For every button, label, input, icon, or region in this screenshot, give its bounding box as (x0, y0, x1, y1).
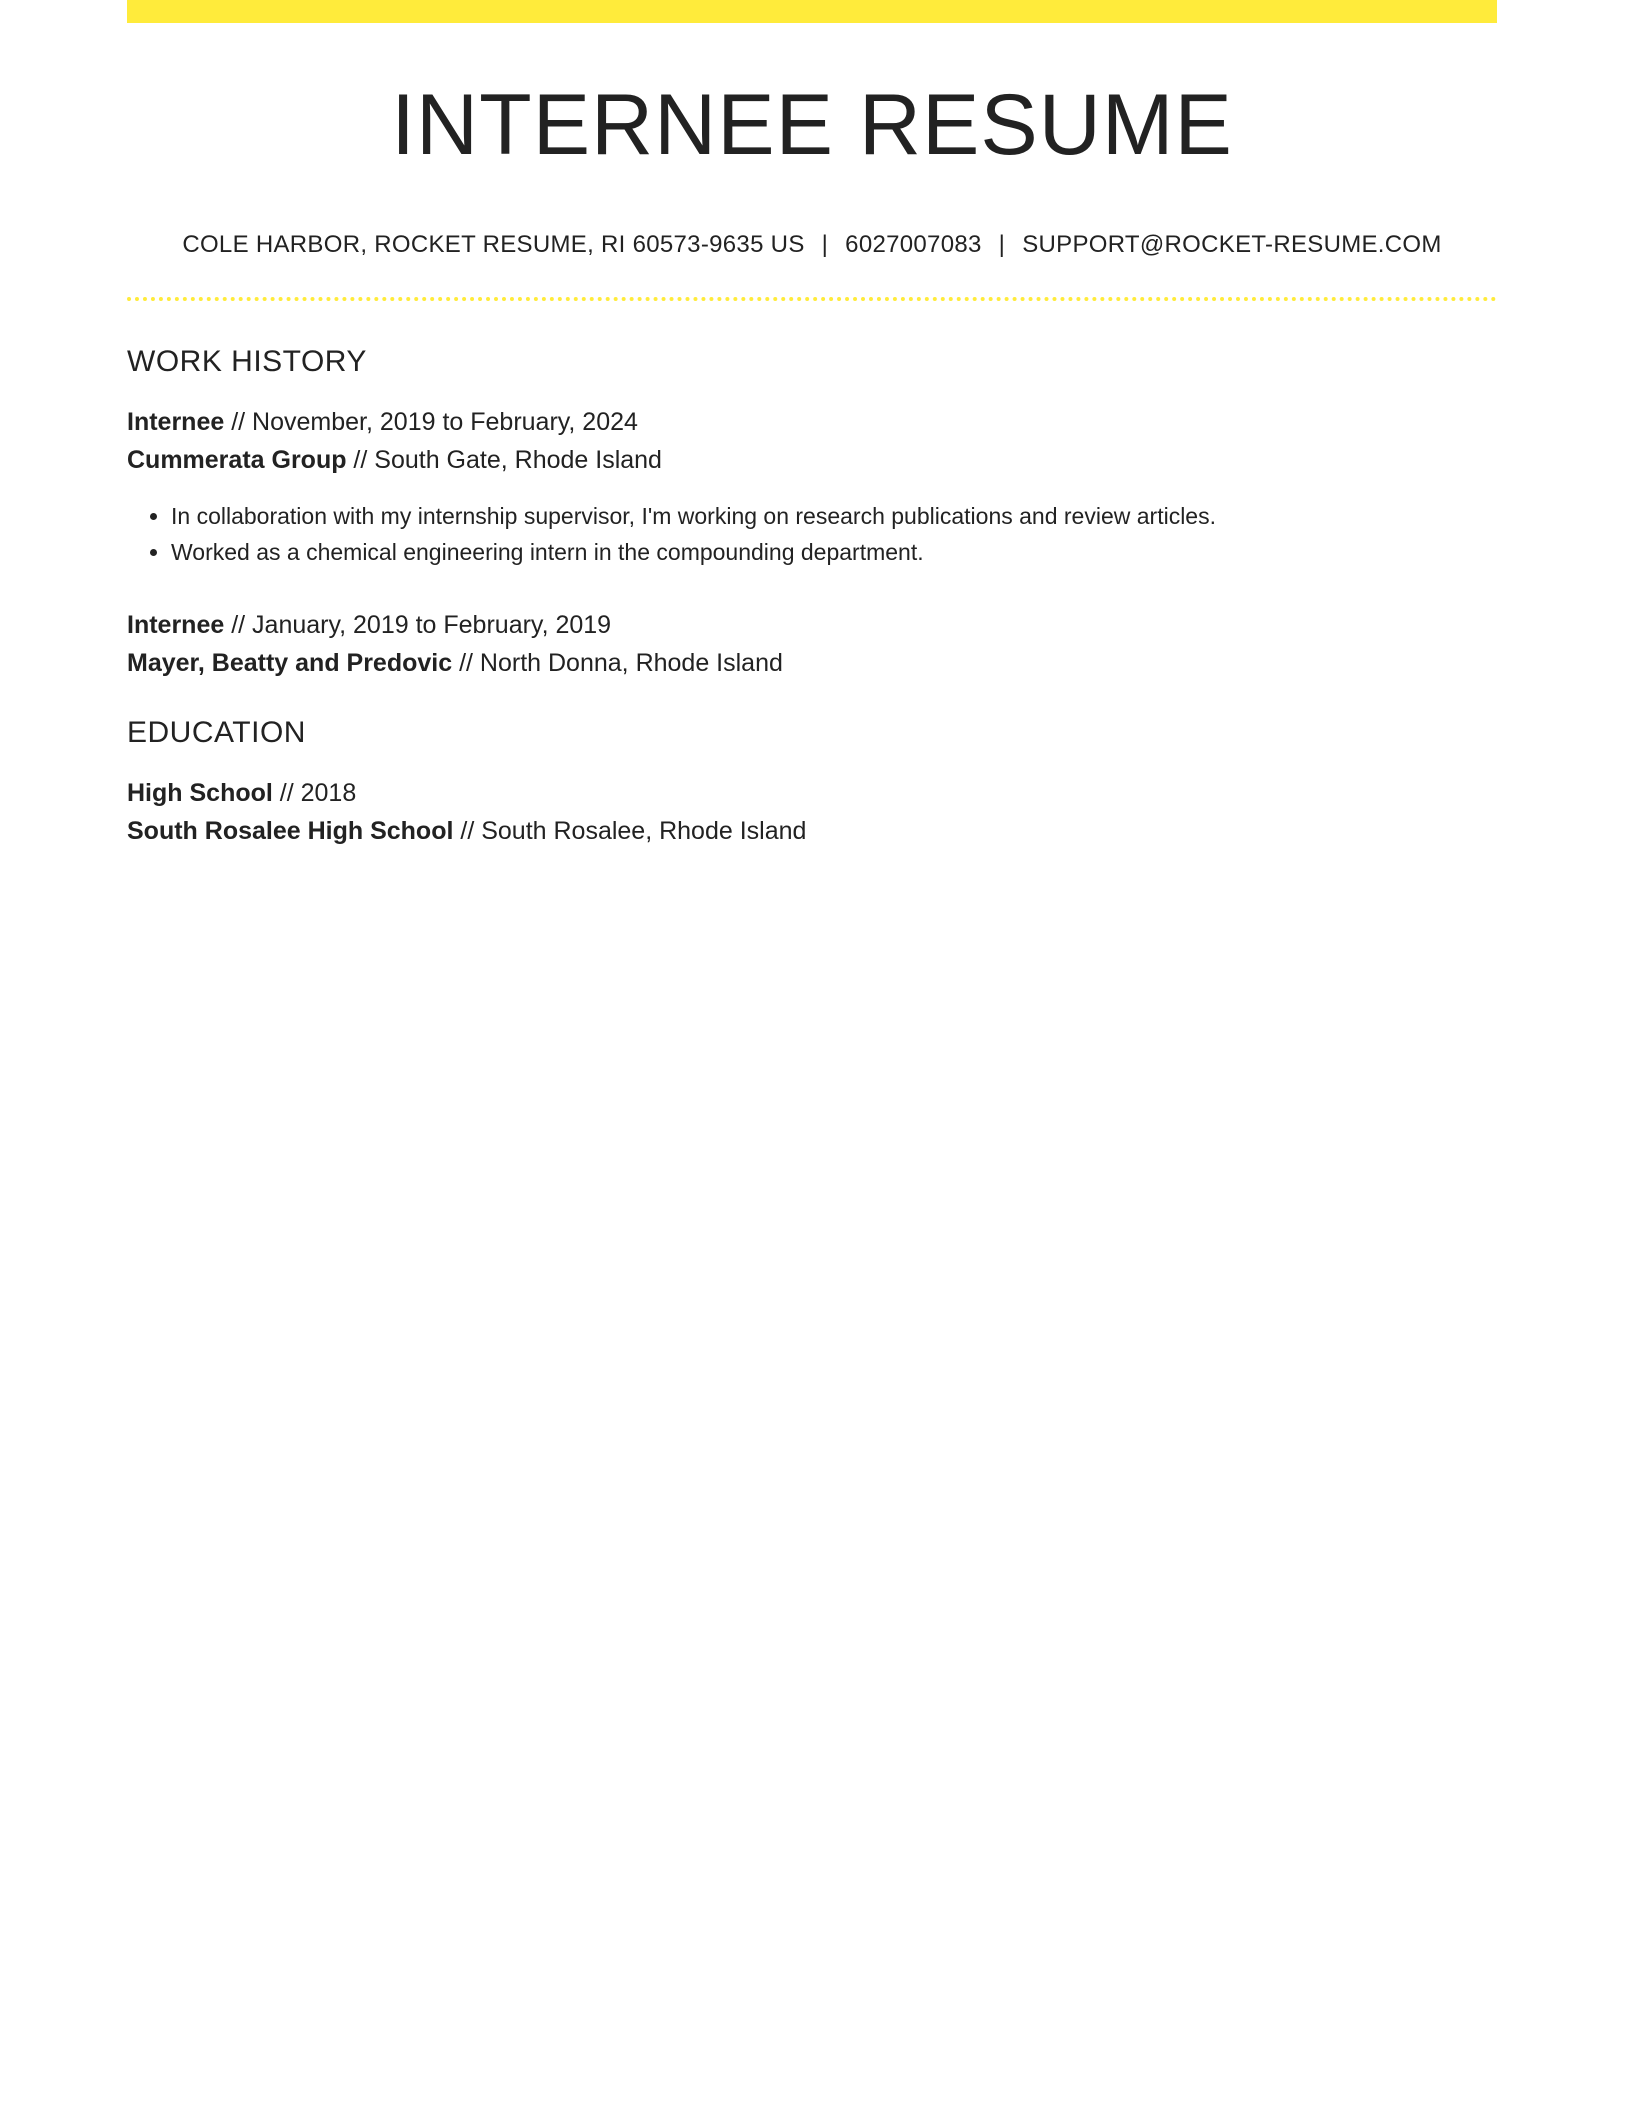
work-entry-role-line (127, 403, 1497, 441)
work-entry-bullets (127, 498, 1497, 570)
education-entry (127, 774, 1497, 850)
work-entry (127, 606, 1497, 682)
education-entry-location: // South Rosalee, Rhode Island (453, 816, 807, 845)
list-item: • In collaboration with my internship supervisor, I'm working on research publications and review articles. (171, 498, 1497, 534)
education-entry-year: // 2018 (272, 778, 357, 807)
work-entry-role-line (127, 606, 1497, 644)
work-entry-company: Cummerata Group (127, 445, 347, 474)
contact-email: SUPPORT@ROCKET-RESUME.COM (1022, 230, 1442, 258)
work-history-section (127, 345, 1497, 682)
resume-page (127, 0, 1497, 850)
work-entry-location: // North Donna, Rhode Island (452, 648, 783, 677)
work-entry-dates: // January, 2019 to February, 2019 (224, 610, 612, 639)
list-item: • Worked as a chemical engineering intern in the compounding department. (171, 534, 1497, 570)
section-heading-education: EDUCATION (127, 715, 306, 749)
education-section (127, 716, 1497, 850)
page-title: INTERNEE RESUME (391, 77, 1233, 173)
dotted-divider (127, 297, 1497, 301)
contact-address: COLE HARBOR, ROCKET RESUME, RI 60573-9635 US (182, 230, 805, 258)
contact-phone: 6027007083 (845, 230, 982, 258)
contact-separator: | (998, 230, 1006, 258)
work-entry-company-line (127, 441, 1497, 479)
education-entry-degree: High School (127, 778, 273, 807)
work-entry-dates: // November, 2019 to February, 2024 (224, 407, 638, 436)
contact-line (127, 231, 1497, 259)
top-accent-bar (127, 0, 1497, 23)
contact-separator: | (821, 230, 829, 258)
education-entry-degree-line (127, 774, 1497, 812)
education-entry-school-line (127, 812, 1497, 850)
work-entry-role: Internee (127, 610, 225, 639)
work-entry-location: // South Gate, Rhode Island (346, 445, 662, 474)
work-entry-role: Internee (127, 407, 225, 436)
education-entry-school: South Rosalee High School (127, 816, 454, 845)
section-heading-work-history: WORK HISTORY (127, 344, 367, 378)
work-entry (127, 403, 1497, 570)
work-entry-company: Mayer, Beatty and Predovic (127, 648, 453, 677)
work-entry-company-line (127, 644, 1497, 682)
